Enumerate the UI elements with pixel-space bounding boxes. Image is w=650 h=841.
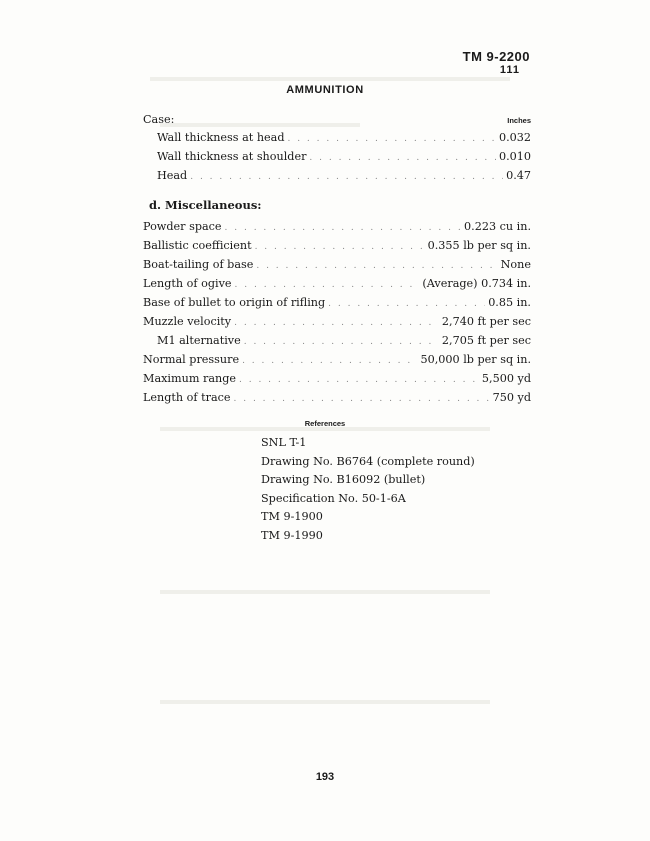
reference-item: Specification No. 50-1-6A	[261, 491, 406, 505]
page-title: AMMUNITION	[286, 84, 364, 96]
spec-row	[143, 258, 531, 277]
references-title: References	[304, 419, 346, 428]
case-rows	[143, 131, 531, 188]
dot-leader	[244, 337, 439, 347]
dot-leader	[235, 280, 420, 290]
spec-row	[143, 239, 531, 258]
spec-label: Ballistic coefficient	[143, 239, 252, 252]
spec-value: 0.47	[506, 169, 531, 182]
spec-row	[143, 315, 531, 334]
miscellaneous-rows	[143, 220, 531, 410]
spec-value: 50,000 lb per sq in.	[420, 353, 531, 366]
spec-label: Head	[157, 169, 188, 182]
spec-label: Wall thickness at shoulder	[157, 150, 307, 163]
spec-label: Length of ogive	[143, 277, 232, 290]
show-through-line	[160, 590, 490, 594]
reference-item: SNL T-1	[261, 436, 307, 449]
spec-label: Powder space	[143, 220, 222, 233]
dot-leader	[287, 134, 495, 144]
references-list	[261, 436, 475, 547]
case-section	[143, 113, 531, 410]
spec-value: 0.032	[498, 131, 531, 144]
case-label: Case:	[143, 113, 175, 126]
spec-label: Boat-tailing of base	[143, 258, 254, 271]
spec-label: M1 alternative	[157, 334, 241, 347]
dot-leader	[242, 356, 417, 366]
reference-item: TM 9-1900	[261, 510, 323, 523]
spec-value: 5,500 yd	[481, 372, 531, 385]
dot-leader	[309, 153, 496, 163]
spec-value: 0.010	[498, 150, 531, 163]
spec-label: Base of bullet to origin of rifling	[143, 296, 326, 309]
reference-item: TM 9-1990	[261, 528, 323, 542]
dot-leader	[239, 375, 479, 385]
reference-item: Drawing No. B16092 (bullet)	[261, 473, 426, 486]
spec-value: 0.85 in.	[488, 296, 531, 309]
spec-row	[143, 296, 531, 315]
spec-value: None	[500, 258, 531, 271]
spec-row	[143, 131, 531, 150]
spec-value: 2,705 ft per sec	[441, 334, 531, 347]
spec-row	[143, 169, 531, 188]
section-number: 111	[499, 64, 520, 76]
spec-row	[143, 277, 531, 296]
spec-label: Maximum range	[143, 372, 236, 385]
spec-row	[143, 220, 531, 239]
dot-leader	[328, 299, 485, 309]
dot-leader	[255, 242, 425, 252]
spec-row	[143, 353, 531, 372]
case-header	[143, 113, 531, 131]
spec-label: Length of trace	[143, 391, 231, 404]
spec-value: 0.355 lb per sq in.	[427, 239, 531, 252]
units-label: Inches	[507, 116, 531, 125]
dot-leader	[234, 318, 439, 328]
spec-value: 0.223 cu in.	[464, 220, 531, 233]
spec-row	[143, 334, 531, 353]
spec-value: 750 yd	[492, 391, 531, 404]
spec-label: Wall thickness at head	[157, 131, 285, 144]
dot-leader	[225, 223, 462, 233]
show-through-line	[160, 700, 490, 704]
show-through-line	[150, 77, 510, 81]
spec-row	[143, 150, 531, 169]
spec-value: 2,740 ft per sec	[441, 315, 531, 328]
dot-leader	[234, 394, 490, 404]
miscellaneous-heading: d. Miscellaneous:	[149, 198, 262, 212]
spec-label: Muzzle velocity	[143, 315, 232, 328]
page-number: 193	[315, 771, 335, 783]
spec-row	[143, 372, 531, 391]
spec-label: Normal pressure	[143, 353, 240, 366]
reference-item: Drawing No. B6764 (complete round)	[261, 454, 475, 468]
spec-value: (Average) 0.734 in.	[422, 277, 531, 290]
tm-number: TM 9-2200	[462, 49, 530, 64]
dot-leader	[190, 172, 503, 182]
dot-leader	[256, 261, 497, 271]
spec-row	[143, 391, 531, 410]
